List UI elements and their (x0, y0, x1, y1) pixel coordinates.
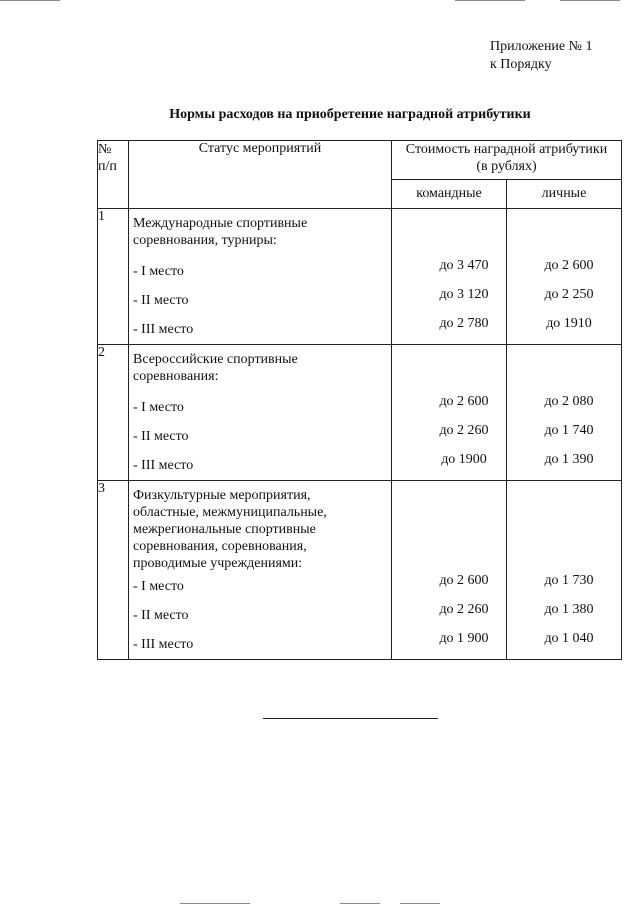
scan-edge-line (180, 903, 250, 904)
place-label: - II место (133, 429, 189, 444)
team-value: до 1 900 (439, 631, 489, 646)
personal-value: до 1910 (546, 316, 592, 331)
row-title-line: Всероссийские спортивные (133, 352, 298, 367)
header-num-line2: п/п (98, 159, 117, 174)
team-value: до 3 470 (439, 258, 489, 273)
personal-values-cell (507, 345, 622, 481)
row-status-cell (129, 345, 392, 481)
document-title: Нормы расходов на приобретение наградной атрибутики (169, 107, 531, 122)
team-value: до 2 260 (439, 423, 489, 438)
personal-values-cell (507, 481, 622, 660)
team-value: до 2 260 (439, 602, 489, 617)
norms-table (97, 140, 622, 660)
place-label: - I место (133, 579, 184, 594)
place-label: - II место (133, 293, 189, 308)
team-values-cell (392, 209, 507, 345)
row-status-cell (129, 481, 392, 660)
personal-value: до 1 390 (544, 452, 594, 467)
row-number: 1 (98, 209, 129, 345)
header-num-line1: № (98, 142, 112, 157)
row-title-line: межрегиональные спортивные (133, 522, 316, 537)
header-personal-cell: личные (507, 180, 622, 209)
scan-edge-line (340, 903, 380, 904)
team-values-cell (392, 345, 507, 481)
row-title-line: соревнования, соревнования, (133, 539, 307, 554)
header-cost-line1: Стоимость наградной атрибутики (405, 142, 608, 157)
row-title-line: Физкультурные мероприятия, (133, 488, 311, 503)
table-header-row (98, 141, 622, 180)
appendix-line-2: к Порядку (490, 57, 552, 72)
place-label: - III место (133, 322, 194, 337)
team-value: до 3 120 (439, 287, 489, 302)
personal-value: до 1 730 (544, 573, 594, 588)
personal-value: до 2 600 (544, 258, 594, 273)
row-title-line: проводимые учреждениями: (133, 556, 303, 571)
row-title (129, 481, 391, 572)
personal-value: до 1 740 (544, 423, 594, 438)
row-title-line: соревнования: (133, 369, 219, 384)
team-values-cell (392, 481, 507, 660)
header-status-cell: Статус мероприятий (129, 141, 392, 209)
place-label: - I место (133, 264, 184, 279)
row-title (129, 209, 391, 257)
personal-value: до 2 250 (544, 287, 594, 302)
table-row (98, 345, 622, 481)
header-team-cell: командные (392, 180, 507, 209)
table-row (98, 481, 622, 660)
appendix-note (490, 38, 593, 74)
header-cost-line2: (в рублях) (476, 159, 537, 174)
closing-rule (263, 718, 438, 719)
row-title-line: областные, межмуниципальные, (133, 505, 327, 520)
personal-values-cell (507, 209, 622, 345)
scan-edge-line (455, 0, 525, 1)
row-title-line: соревнования, турниры: (133, 233, 277, 248)
personal-value: до 1 380 (544, 602, 594, 617)
table-row (98, 209, 622, 345)
place-label: - I место (133, 400, 184, 415)
team-value: до 2 780 (439, 316, 489, 331)
row-number: 3 (98, 481, 129, 660)
personal-value: до 1 040 (544, 631, 594, 646)
personal-value: до 2 080 (544, 394, 594, 409)
team-value: до 1900 (441, 452, 487, 467)
place-label: - III место (133, 458, 194, 473)
scan-edge-line (0, 0, 60, 1)
row-title (129, 345, 391, 393)
scan-edge-line (560, 0, 620, 1)
place-label: - II место (133, 608, 189, 623)
team-value: до 2 600 (439, 573, 489, 588)
scan-edge-line (400, 903, 440, 904)
row-status-cell (129, 209, 392, 345)
appendix-line-1: Приложение № 1 (490, 39, 593, 54)
row-title-line: Международные спортивные (133, 216, 308, 231)
row-number: 2 (98, 345, 129, 481)
header-cost-cell (392, 141, 622, 180)
header-num-cell (98, 141, 129, 209)
team-value: до 2 600 (439, 394, 489, 409)
place-label: - III место (133, 637, 194, 652)
